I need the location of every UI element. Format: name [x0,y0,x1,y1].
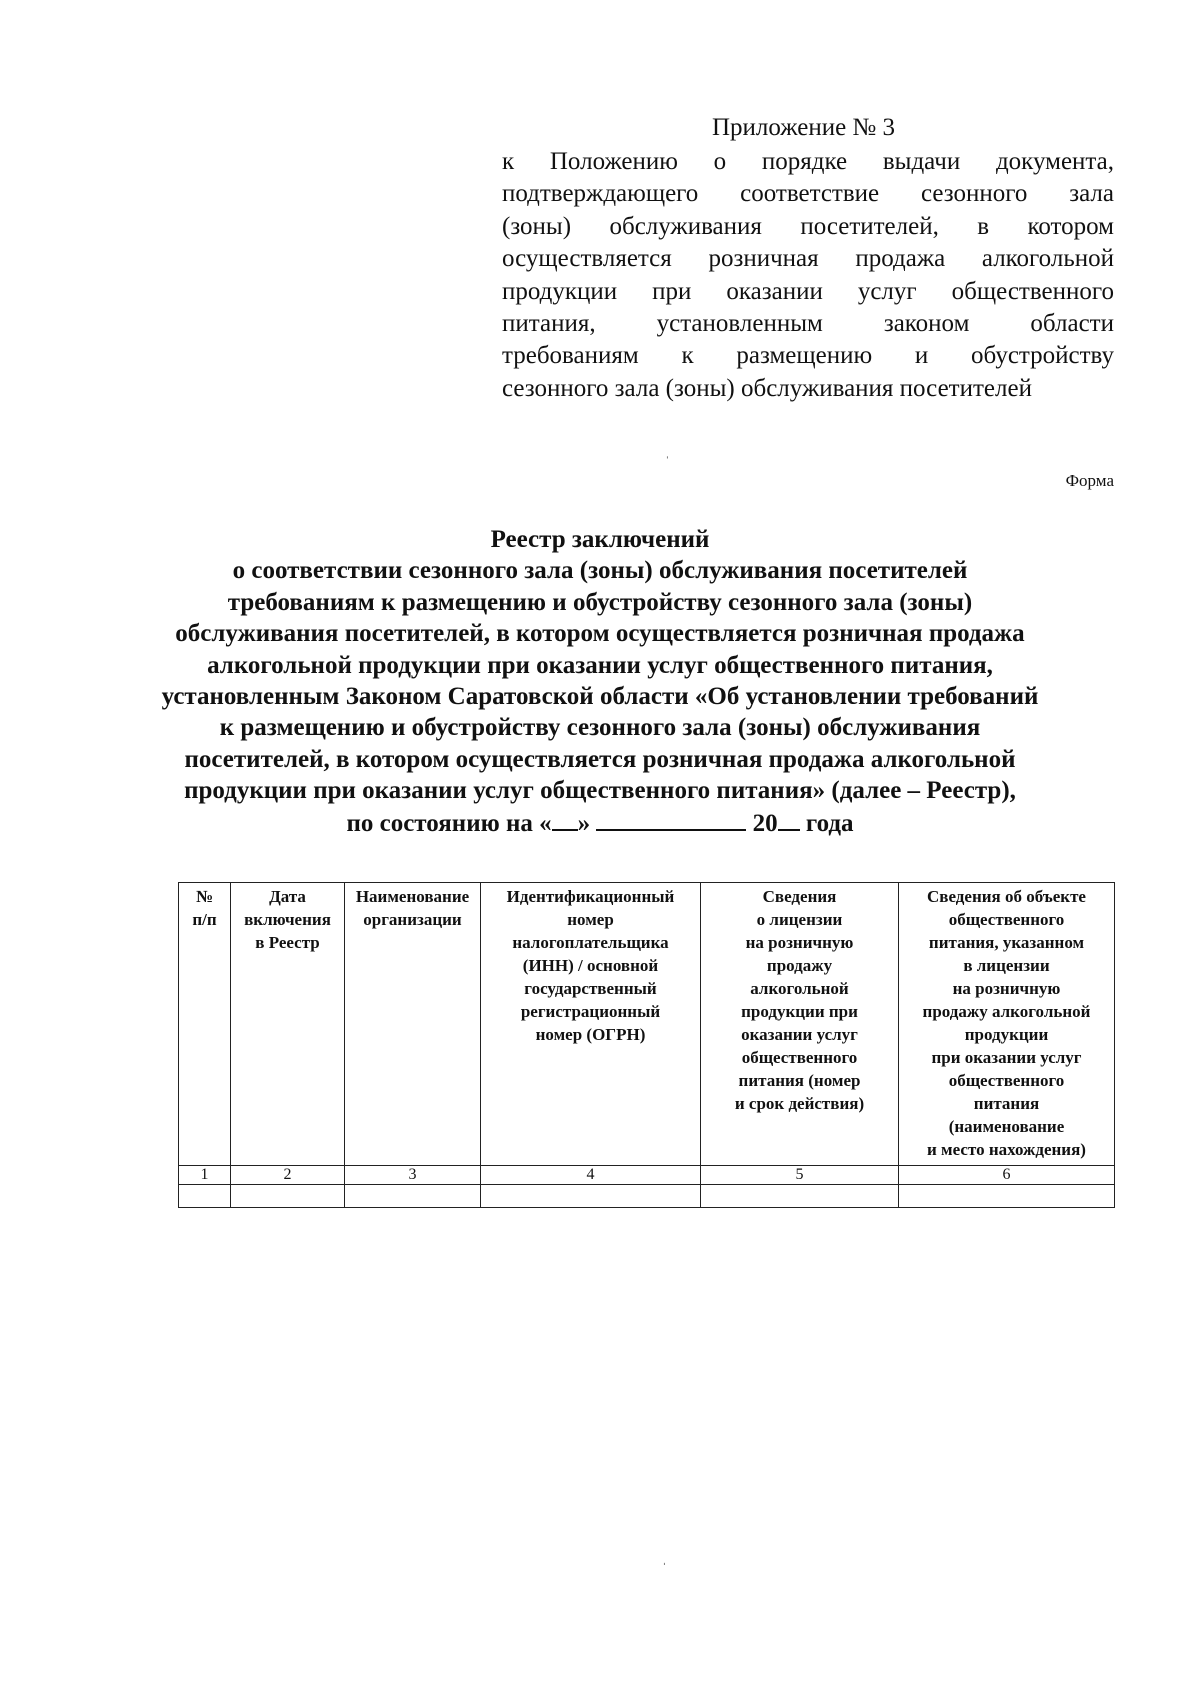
header-cell-inn-ogrn: Идентификационный номер налогоплательщика (ИНН) / основной государственный регистрационный номер (ОГРН) [481,883,701,1166]
column-number-row [179,1166,1115,1185]
annex-line: (зоны) обслуживания посетителей, в котором [502,212,1114,240]
registry-title-line: посетителей, в котором осуществляется розничная продажа алкогольной [184,745,1016,773]
header-cell-number: № п/п [179,883,231,1166]
empty-data-row [179,1185,1115,1208]
annex-line: продукции при оказании услуг общественного [502,277,1114,305]
scan-mark: ˈ [665,455,670,470]
form-label: Форма [1065,471,1114,490]
annex-line: сезонного зала (зоны) обслуживания посетителей [502,374,1032,402]
annex-title: Приложение № 3 [712,114,896,141]
annex-line: подтверждающего соответствие сезонного зала [502,180,1114,208]
registry-title [150,524,1050,839]
empty-cell [701,1185,899,1208]
date-suffix: года [805,809,854,837]
registry-title-line: обслуживания посетителей, в котором осуществляется розничная продажа [175,620,1025,648]
annex-line: питания, установленным законом области [502,309,1114,337]
empty-cell [899,1185,1115,1208]
day-blank [552,807,578,831]
header-cell-date: Дата включения в Реестр [231,883,345,1166]
column-number: 6 [899,1166,1115,1185]
date-mid: » [577,809,591,837]
annex-line: к Положению о порядке выдачи документа, [502,148,1114,175]
registry-date-line [150,807,1050,839]
table-header-row [179,883,1115,1166]
column-number: 5 [701,1166,899,1185]
annex-description [502,146,1114,405]
scan-mark: ˌ [662,1551,667,1566]
empty-cell [481,1185,701,1208]
date-prefix: по состоянию на « [346,809,552,837]
empty-cell [231,1185,345,1208]
header-cell-organization: Наименование организации [345,883,481,1166]
date-year: 20 [752,809,778,837]
empty-cell [345,1185,481,1208]
registry-title-line: алкогольной продукции при оказании услуг общественного питания, [207,651,993,679]
registry-title-line: к размещению и обустройству сезонного зала (зоны) обслуживания [219,714,981,742]
registry-table [178,882,1115,1208]
column-number: 1 [179,1166,231,1185]
column-number: 3 [345,1166,481,1185]
registry-title-line: требованиям к размещению и обустройству сезонного зала (зоны) [227,588,973,616]
column-number: 4 [481,1166,701,1185]
column-number: 2 [231,1166,345,1185]
year-blank [778,807,800,831]
empty-cell [179,1185,231,1208]
header-cell-object: Сведения об объекте общественного питания, указанном в лицензии на розничную продажу алкогольной продукции при оказании услуг общественного питания (наименование и место нахождения) [899,883,1115,1166]
registry-title-line: Реестр заключений [490,526,710,553]
annex-line: требованиям к размещению и обустройству [502,342,1114,370]
month-blank [596,807,746,831]
registry-title-line: о соответствии сезонного зала (зоны) обслуживания посетителей [232,557,968,585]
header-cell-license: Сведения о лицензии на розничную продажу алкогольной продукции при оказании услуг общественного питания (номер и срок действия) [701,883,899,1166]
registry-title-line: продукции при оказании услуг общественного питания» (далее – Реестр), [184,777,1016,805]
registry-title-line: установленным Законом Саратовской области «Об установлении требований [161,683,1039,711]
annex-line: осуществляется розничная продажа алкогольной [502,245,1114,273]
